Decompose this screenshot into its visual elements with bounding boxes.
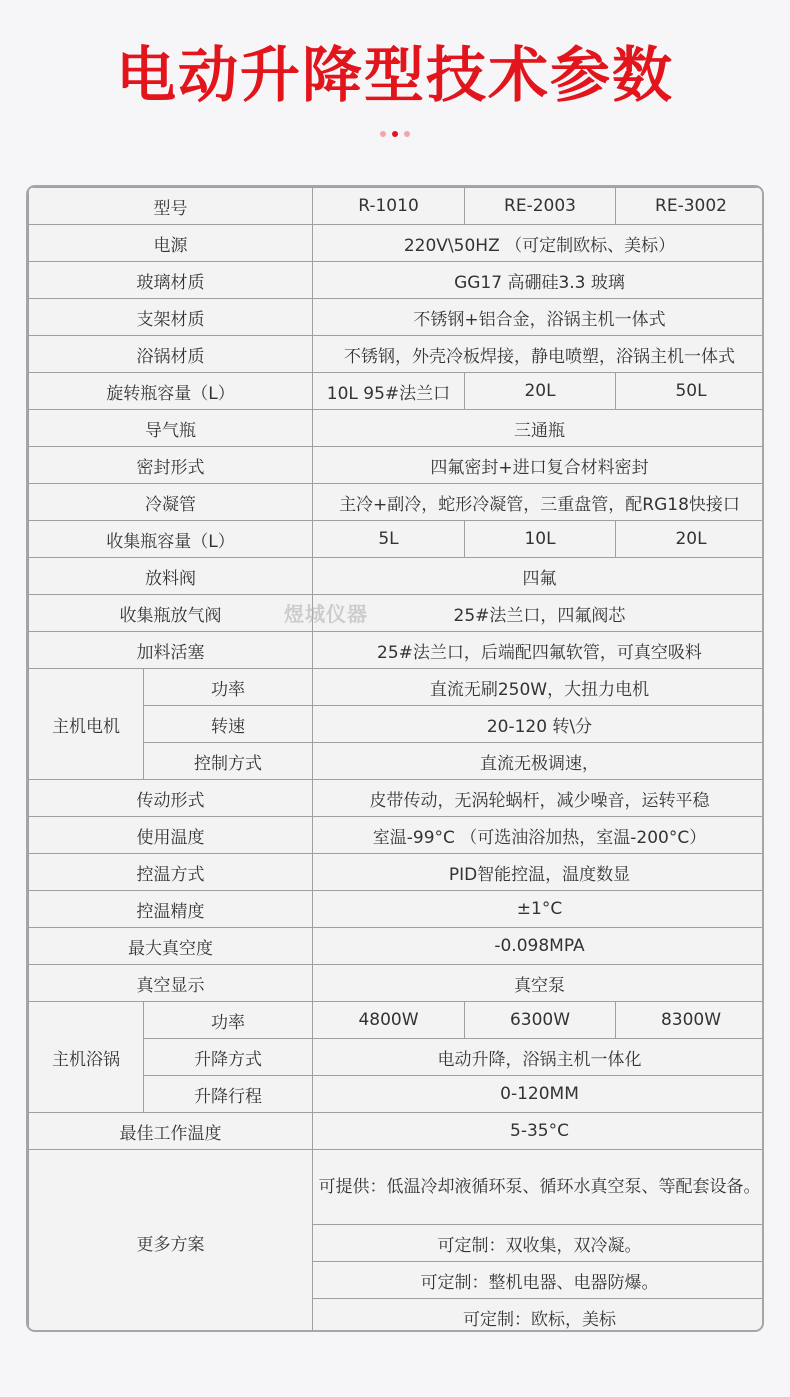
row-value: 三通瓶: [313, 410, 765, 447]
model-cell: RE-2003: [465, 188, 616, 225]
row-value: 不锈钢，外壳冷板焊接，静电喷塑，浴锅主机一体式: [313, 336, 765, 373]
table-row: [29, 780, 765, 817]
model-cell: R-1010: [313, 188, 465, 225]
row-value: 可定制：欧标，美标: [313, 1299, 765, 1333]
dot-indicator-active: [392, 131, 398, 137]
row-value: PID智能控温，温度数显: [313, 854, 765, 891]
row-label: 密封形式: [29, 447, 313, 484]
row-label: 导气瓶: [29, 410, 313, 447]
row-value: 220V\50HZ （可定制欧标、美标）: [313, 225, 765, 262]
row-label: 支架材质: [29, 299, 313, 336]
table-row: [29, 299, 765, 336]
row-label: 冷凝管: [29, 484, 313, 521]
table-row: [29, 262, 765, 299]
row-value: 6300W: [465, 1002, 616, 1039]
row-value: 10L 95#法兰口: [313, 373, 465, 410]
row-label: 收集瓶放气阀: [29, 595, 313, 632]
row-value: 10L: [465, 521, 616, 558]
table-row: [29, 854, 765, 891]
group-label: 主机浴锅: [29, 1002, 144, 1113]
row-value: 50L: [616, 373, 765, 410]
row-label: 控温方式: [29, 854, 313, 891]
row-value: 可定制：双收集，双冷凝。: [313, 1225, 765, 1262]
dot-indicator: [404, 131, 410, 137]
row-value: 25#法兰口，后端配四氟软管，可真空吸料: [313, 632, 765, 669]
row-value: ±1°C: [313, 891, 765, 928]
row-label: 转速: [144, 706, 313, 743]
row-label: 放料阀: [29, 558, 313, 595]
table-row: [29, 188, 765, 225]
row-value: 电动升降，浴锅主机一体化: [313, 1039, 765, 1076]
table-row: [29, 1002, 765, 1039]
row-label: 最大真空度: [29, 928, 313, 965]
table-row: [29, 595, 765, 632]
row-value: 真空泵: [313, 965, 765, 1002]
row-label: 升降方式: [144, 1039, 313, 1076]
row-value: 20L: [465, 373, 616, 410]
table-row: [29, 965, 765, 1002]
row-label: 玻璃材质: [29, 262, 313, 299]
row-value: 直流无极调速，: [313, 743, 765, 780]
row-label: 旋转瓶容量（L）: [29, 373, 313, 410]
row-label: 控制方式: [144, 743, 313, 780]
row-value: GG17 高硼硅3.3 玻璃: [313, 262, 765, 299]
table-row: [29, 558, 765, 595]
table-row: [29, 336, 765, 373]
row-value: 室温-99°C （可选油浴加热，室温-200°C）: [313, 817, 765, 854]
table-row: [29, 225, 765, 262]
row-label: 功率: [144, 669, 313, 706]
table-row: [29, 632, 765, 669]
table-row: [29, 817, 765, 854]
table-row: [29, 373, 765, 410]
spec-table: [26, 185, 764, 1332]
row-label: 型号: [29, 188, 313, 225]
row-value: 20-120 转\分: [313, 706, 765, 743]
group-label: 主机电机: [29, 669, 144, 780]
row-label: 功率: [144, 1002, 313, 1039]
row-label: 最佳工作温度: [29, 1113, 313, 1150]
table-row: [29, 928, 765, 965]
row-label: 传动形式: [29, 780, 313, 817]
table-row: [29, 521, 765, 558]
watermark: 煜城仪器: [284, 602, 368, 626]
dot-indicator: [380, 131, 386, 137]
row-value: 不锈钢+铝合金，浴锅主机一体式: [313, 299, 765, 336]
row-value: 25#法兰口，四氟阀芯: [313, 595, 765, 632]
table-row: [29, 1113, 765, 1150]
row-label: 收集瓶容量（L）: [29, 521, 313, 558]
row-value: 可提供：低温冷却液循环泵、循环水真空泵、等配套设备。: [313, 1150, 765, 1225]
row-label: 电源: [29, 225, 313, 262]
row-value: 直流无刷250W，大扭力电机: [313, 669, 765, 706]
row-value: 四氟密封+进口复合材料密封: [313, 447, 765, 484]
row-value: 皮带传动，无涡轮蜗杆，减少噪音，运转平稳: [313, 780, 765, 817]
page-title: 电动升降型技术参数: [116, 41, 674, 111]
row-label: 浴锅材质: [29, 336, 313, 373]
table-row: [29, 669, 765, 706]
row-label: 加料活塞: [29, 632, 313, 669]
group-label: 更多方案: [29, 1150, 313, 1333]
table-row: [29, 410, 765, 447]
row-label: 控温精度: [29, 891, 313, 928]
row-label: 升降行程: [144, 1076, 313, 1113]
decorative-dots: [0, 131, 790, 137]
row-value: 20L: [616, 521, 765, 558]
row-label: 真空显示: [29, 965, 313, 1002]
row-label: 使用温度: [29, 817, 313, 854]
row-value: 0-120MM: [313, 1076, 765, 1113]
row-value: 四氟: [313, 558, 765, 595]
row-value: 5-35°C: [313, 1113, 765, 1150]
table-row: [29, 484, 765, 521]
table-row: [29, 447, 765, 484]
row-value: 可定制：整机电器、电器防爆。: [313, 1262, 765, 1299]
row-value: 4800W: [313, 1002, 465, 1039]
table-row: [29, 1150, 765, 1225]
row-value: -0.098MPA: [313, 928, 765, 965]
table-row: [29, 891, 765, 928]
row-value: 5L: [313, 521, 465, 558]
row-value: 8300W: [616, 1002, 765, 1039]
row-value: 主冷+副冷，蛇形冷凝管，三重盘管，配RG18快接口: [313, 484, 765, 521]
model-cell: RE-3002: [616, 188, 765, 225]
